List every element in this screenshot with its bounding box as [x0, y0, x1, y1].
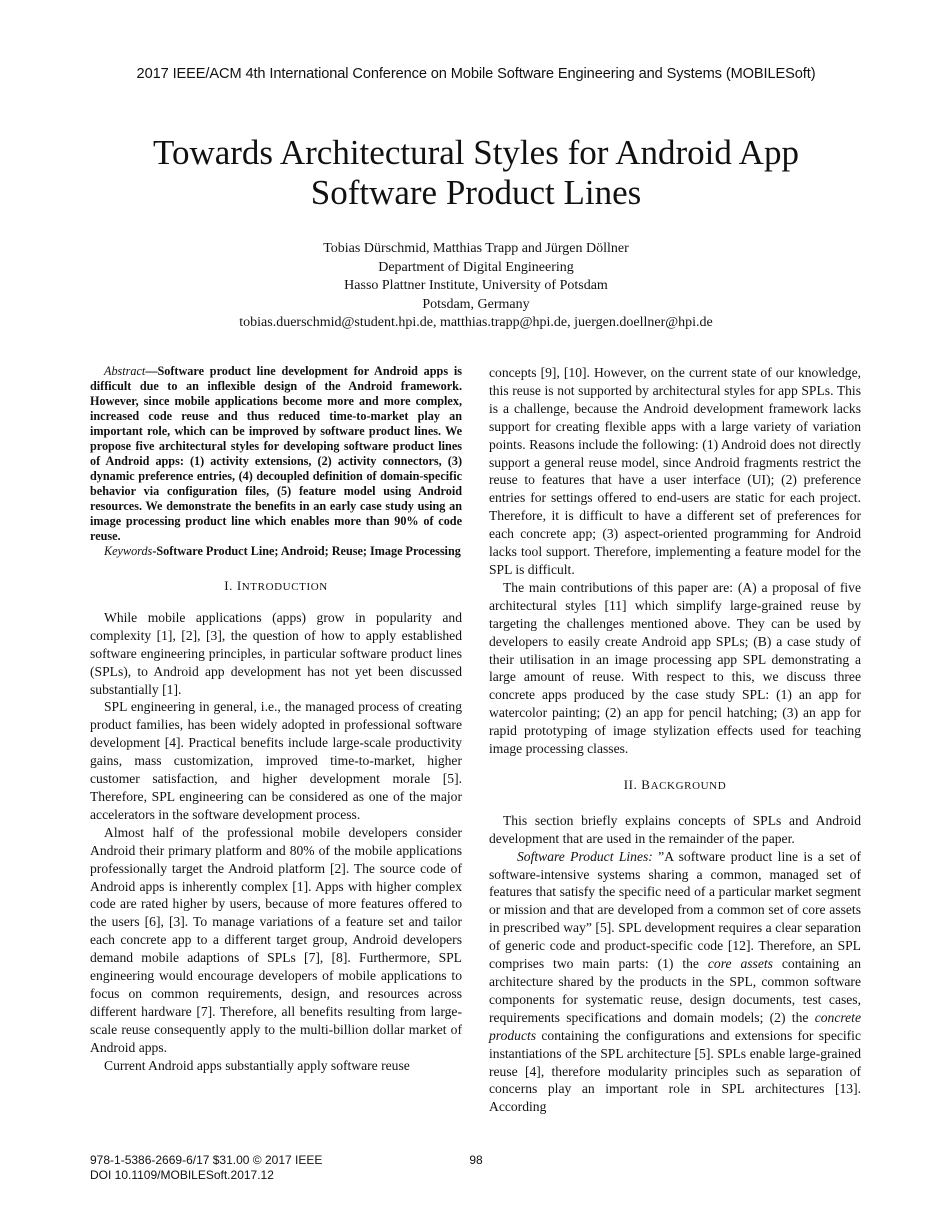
section-heading-introduction: I. INTRODUCTION — [224, 578, 328, 593]
title-line-1: Towards Architectural Styles for Android App — [153, 133, 799, 172]
intro-paragraph-2: SPL engineering in general, i.e., the managed process of creating product families, has been widely adopted in professional software development [4]. Practical benefits include large-scale productivity gains, mass customization, improved time-to-market, higher customer satisfaction, and higher development morale [5]. Therefore, SPL engineering can be considered as one of the major accelerators in the software development process. — [90, 699, 462, 822]
intro-paragraph-continued: concepts [9], [10]. However, on the current state of our knowledge, this reuse is not supported by architectural styles for app SPLs. This is a challenge, because the Android development framework lacks support for creating flexible apps with a large variety of variation points. Reasons include the following: (1) Android does not directly support a general reuse model, since Android fragments restrict the reuse to features that have a user interface (UI); (2) preference entries for settings offered to end-users are static for each project. Therefore, it is difficult to have a different set of preferences for each concrete app; (3) aspect-oriented programming for Android lacks tool support. Therefore, implementing a feature model for the SPL is difficult. — [489, 365, 861, 577]
term-concrete-products: concrete products — [489, 1009, 861, 1043]
abstract-label: Abstract — [104, 364, 146, 378]
author-institute: Hasso Plattner Institute, University of Potsdam — [344, 278, 608, 293]
left-column — [90, 364, 462, 1074]
abstract — [90, 364, 462, 544]
page-number: 98 — [469, 1153, 483, 1167]
right-column — [489, 364, 861, 1116]
contributions-paragraph: The main contributions of this paper are: (A) a proposal of five architectural styles [11] which simplify large-grained reuse by targeting the challenges mentioned above. They can be used by developers to easily create Android app SPLs; (B) a case study of their utilisation in an image processing app SPL demonstrating a large amount of reuse. With respect to this, we discuss three concrete apps produced by the case study SPL: (1) an app for watercolor painting; (2) an app for pencil hatching; (3) an app for rapid prototyping of image stylization effects used for teaching image processing classes. — [489, 579, 861, 757]
section-heading-background: II. BACKGROUND — [623, 776, 727, 792]
keywords-label: Keywords — [104, 544, 153, 558]
author-department: Department of Digital Engineering — [378, 259, 574, 275]
background-paragraph-1: This section briefly explains concepts of SPLs and Android development that are used in the remainder of the paper. — [489, 812, 861, 846]
term-core-assets: core assets — [707, 956, 773, 972]
intro-paragraph-3: Almost half of the professional mobile developers consider Android their primary platform and 80% of the mobile applications professionally target the Android platform [2]. The source code of Android apps is inherently complex [1]. Apps with higher complex code are rated higher by users, because of more features offered to the users [6], [3]. To manage variations of a feature set and tailor each concrete app to a different target group, Android developers demand mobile adaptions of SPLs [7], [8]. Furthermore, SPL engineering would encourage developers of mobile applications to focus on common requirements, design, and resources across different hardware [7]. Therefore, all benefits resulting from large-scale reuse consequently apply to the multi-billion dollar market of Android apps. — [90, 824, 462, 1055]
keywords — [90, 544, 462, 559]
conference-header: 2017 IEEE/ACM 4th International Conference on Mobile Software Engineering and Systems (MOBILESoft) — [136, 66, 816, 82]
abstract-text: —Software product line development for Android apps is difficult due to an inflexible design of the Android framework. However, since mobile applications become more and more complex, increased code reuse and thus reduced time-to-market play an important role, which can be improved by software product lines. We propose five architectural styles for developing software product lines of Android apps: (1) activity extensions, (2) activity connectors, (3) dynamic preference entries, (4) decoupled definition of domain-specific behavior via configuration files, (5) feature model using Android resources. We demonstrate the benefits in an early case study using an image processing product line which enables more than 90% of code reuse. — [90, 364, 462, 543]
author-block — [0, 240, 952, 333]
spl-paragraph: Software Product Lines: ”A software product line is a set of software-intensive systems sharing a common, managed set of features that satisfy the specific need of a particular market segment or mission and that are developed from a common set of core assets in prescribed way” [5]. SPL development requires a clear separation of generic code and product-specific code [12]. Therefore, an SPL comprises two main parts: (1) the core assets containing an architecture shared by the products in the SPL, common software components for systematic reuse, design documents, test cases, requirements specifications and domain models; (2) the concrete products containing the configurations and extensions for specific instantiations of the SPL architecture [5]. SPLs enable large-grained reuse [4], therefore modularity principles such as separation of concerns play an important role in SPL architectures [13]. According — [489, 848, 862, 1115]
spl-subheading: Software Product Lines: — [517, 848, 653, 864]
footer-publication-info — [90, 1153, 322, 1183]
intro-paragraph-4: Current Android apps substantially apply software reuse — [104, 1057, 410, 1073]
intro-paragraph-1: While mobile applications (apps) grow in popularity and complexity [1], [2], [3], the question of how to apply established software engineering principles, in particular software product lines (SPLs), to Android app development has not yet been discussed substantially [1]. — [90, 609, 462, 697]
author-emails: tobias.duerschmid@student.hpi.de, matthias.trapp@hpi.de, juergen.doellner@hpi.de — [239, 315, 713, 330]
keywords-text: -Software Product Line; Android; Reuse; Image Processing — [152, 544, 461, 558]
paper-title — [0, 133, 952, 213]
author-location: Potsdam, Germany — [422, 296, 530, 312]
title-line-2: Software Product Lines — [310, 173, 642, 212]
footer-isbn: 978-1-5386-2669-6/17 $31.00 © 2017 IEEE — [90, 1153, 323, 1167]
author-names: Tobias Dürschmid, Matthias Trapp and Jürgen Döllner — [323, 241, 629, 256]
footer-doi: DOI 10.1109/MOBILESoft.2017.12 — [90, 1168, 274, 1182]
